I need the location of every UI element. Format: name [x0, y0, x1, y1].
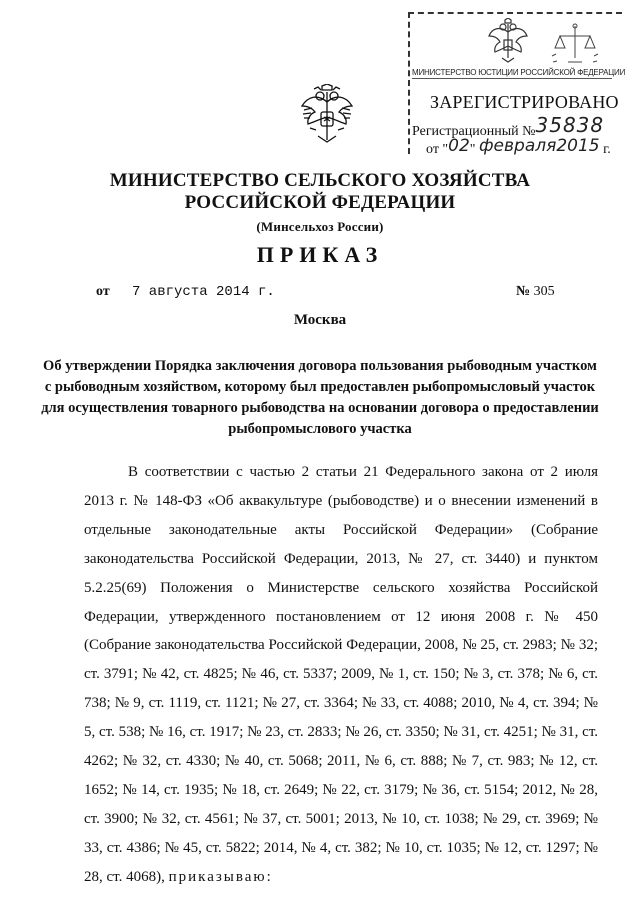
order-command: приказываю:: [168, 868, 273, 885]
stamp-scales-emblem-icon: [550, 22, 600, 68]
ministry-title-line2: РОССИЙСКОЙ ФЕДЕРАЦИИ: [184, 192, 456, 213]
order-body-text: В соответствии с частью 2 статьи 21 Федерального закона от 2 июля 2013 г. № 148-ФЗ «Об аквакультуре (рыбоводстве) и о внесении изменений в отдельные законодательные акты Российской Федерации» (Собрание законодательства Российской Федерации, 2013, № 27, ст. 3440) и пунктом 5.2.25(69) Положения о Министерстве сельского хозяйства Российской Федерации, утвержденного постановлением от 12 июня 2008 г. № 450 (Собрание законодательства Российской Федерации, 2008, № 25, ст. 2983; № 32; ст. 3791; № 42, ст. 4825; № 46, ст. 5337; 2009, № 1, ст. 150; № 3, ст. 378; № 6, ст. 738; № 9, ст. 1119, ст. 1121; № 27, ст. 3364; № 33, ст. 4088; 2010, № 4, ст. 394; № 5, ст. 538; № 16, ст. 1917; № 23, ст. 2833; № 26, ст. 3350; № 31, ст. 4251; № 31, ст. 4262; № 32, ст. 4330; № 40, ст. 5068; 2011, № 6, ст. 888; № 7, ст. 983; № 12, ст. 1652; № 14, ст. 1935; № 18, ст. 2649; № 22, ст. 3179; № 36, ст. 5154; 2012, № 28, ст. 3900; № 32, ст. 4561; № 37, ст. 5001; 2013, № 10, ст. 1038; № 29, ст. 3969; № 33, ст. 4386; № 45, ст. 5822; 2014, № 4, ст. 382; № 10, ст. 1035; № 12, ст. 1297; № 28, ст. 4068),: [84, 464, 598, 885]
order-subject: Об утверждении Порядка заключения договора пользования рыбоводным участком с рыбоводным хозяйством, которому был предоставлен рыбопромысловый участок для осуществления товарного рыбоводства на основании договора о предоставлении рыбопромыслового участка: [41, 358, 599, 437]
stamp-registered-label: ЗАРЕГИСТРИРОВАНО: [430, 92, 619, 112]
stamp-date-year-handwritten: 2015: [556, 136, 600, 156]
ministry-short-name: (Минсельхоз России): [256, 219, 384, 234]
order-number: [516, 284, 555, 300]
ministry-title-line1: МИНИСТЕРСТВО СЕЛЬСКОГО ХОЗЯЙСТВА: [109, 170, 531, 191]
stamp-date-suffix: г.: [599, 142, 611, 157]
order-number-label: №: [516, 284, 531, 299]
order-number-value: 305: [533, 284, 555, 299]
stamp-ministry-name: МИНИСТЕРСТВО ЮСТИЦИИ РОССИЙСКОЙ ФЕДЕРАЦИИ: [412, 68, 626, 77]
stamp-eagle-emblem-icon: [486, 18, 530, 64]
order-body-paragraph: [84, 458, 598, 892]
stamp-reg-number-handwritten: 35838: [535, 113, 605, 137]
registration-stamp: [408, 12, 626, 157]
order-body: [84, 458, 598, 892]
coat-of-arms-icon: [298, 84, 356, 146]
stamp-date-prefix: от ": [426, 142, 449, 157]
stamp-registration-date: [426, 138, 611, 158]
stamp-date-mid: ": [469, 142, 480, 157]
stamp-reg-label: Регистрационный №: [412, 124, 536, 139]
order-date: 7 августа 2014 г.: [132, 284, 275, 300]
document-type-title: ПРИКАЗ: [256, 242, 384, 267]
order-from-label: от: [96, 284, 110, 299]
stamp-date-month-handwritten: февраля: [479, 136, 557, 156]
stamp-border-left: [408, 12, 410, 154]
stamp-border-top: [408, 12, 622, 14]
order-city: Москва: [293, 312, 347, 328]
stamp-divider: [412, 78, 612, 79]
stamp-date-day-handwritten: 02: [448, 136, 470, 156]
